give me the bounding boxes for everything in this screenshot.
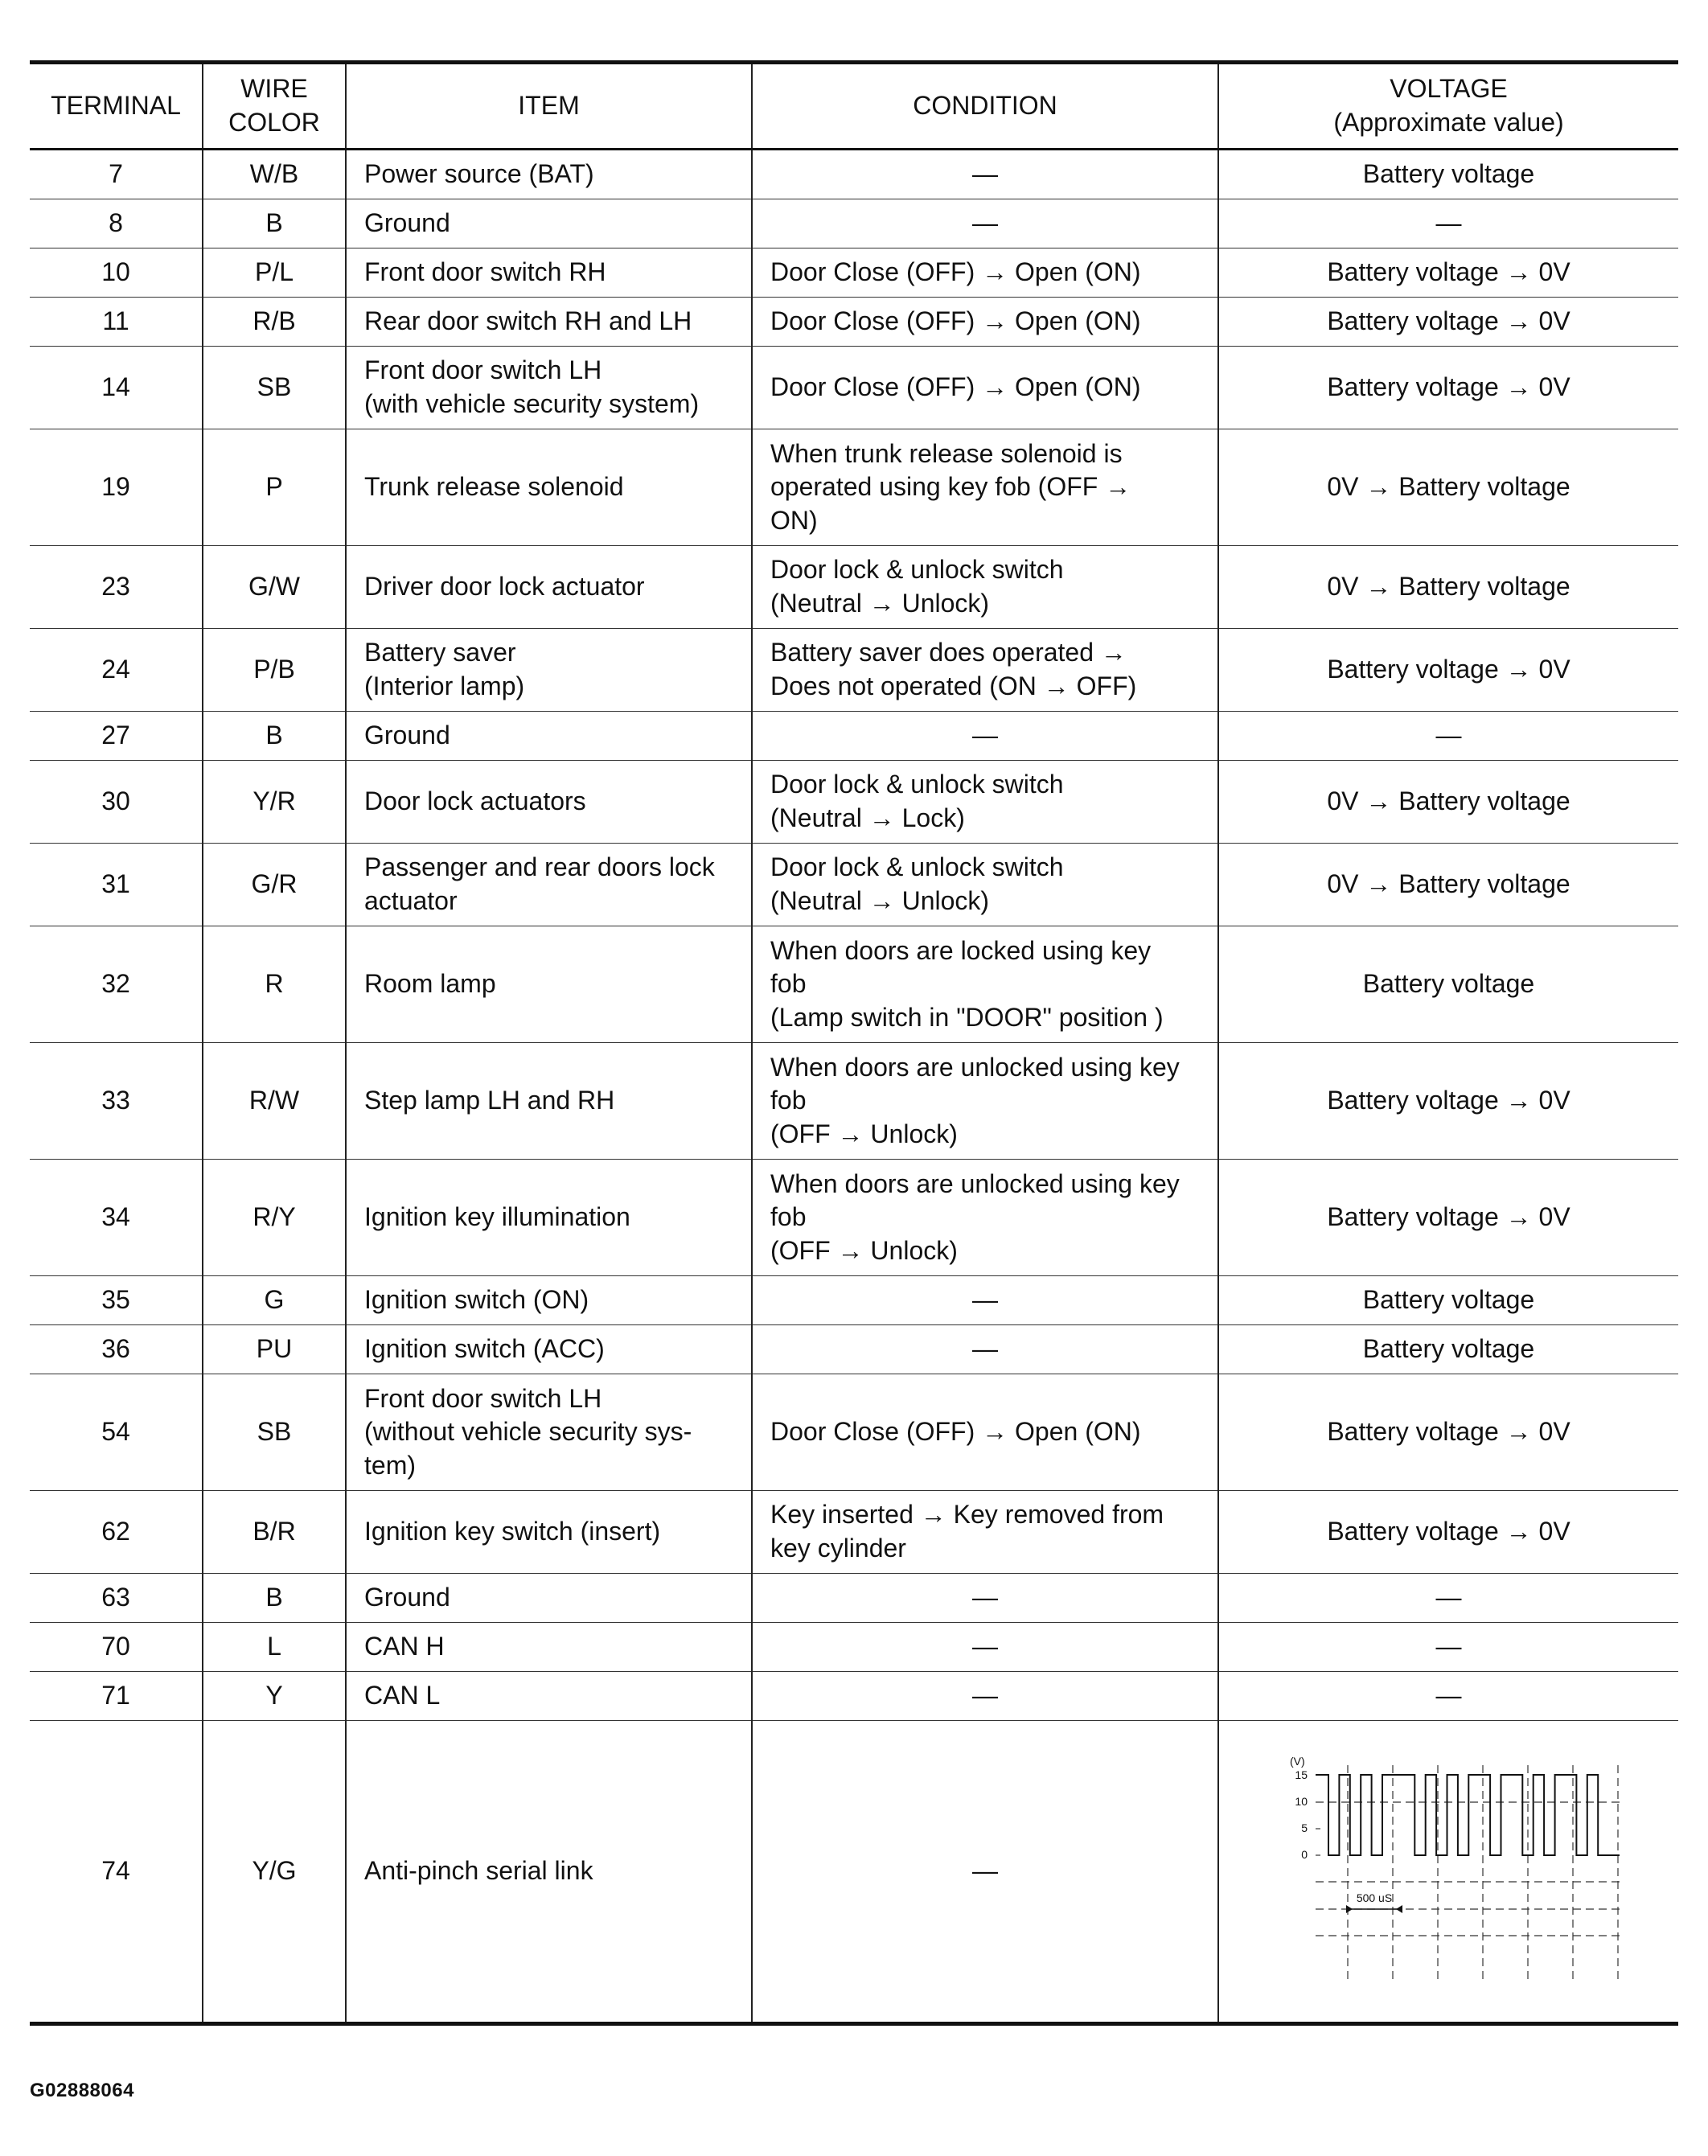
cell-wire-color: Y/G <box>203 1721 346 2024</box>
cell-item: CAN L <box>346 1672 752 1721</box>
cell-wire-color: SB <box>203 1374 346 1491</box>
cell-terminal: 23 <box>30 546 203 629</box>
cell-condition: Door lock & unlock switch (Neutral → Unlock) <box>752 844 1218 926</box>
cell-terminal: 10 <box>30 248 203 298</box>
cell-condition: When doors are unlocked using key fob (OFF → Unlock) <box>752 1160 1218 1276</box>
cell-voltage: — <box>1218 199 1678 248</box>
cell-voltage: — <box>1218 1623 1678 1672</box>
cell-wire-color: B <box>203 199 346 248</box>
cell-item: Power source (BAT) <box>346 150 752 199</box>
cell-wire-color: B <box>203 1574 346 1623</box>
cell-wire-color: Y/R <box>203 761 346 844</box>
waveform-y-tick-5: 5 <box>1300 1821 1308 1834</box>
cell-item: Ignition key switch (insert) <box>346 1491 752 1574</box>
cell-terminal: 8 <box>30 199 203 248</box>
cell-voltage: Battery voltage → 0V <box>1218 248 1678 298</box>
cell-voltage: 0V → Battery voltage <box>1218 761 1678 844</box>
cell-voltage: 0V → Battery voltage <box>1218 429 1678 546</box>
waveform-time-label: 500 uS <box>1356 1891 1392 1904</box>
cell-condition: Door Close (OFF) → Open (ON) <box>752 1374 1218 1491</box>
cell-voltage-waveform <box>1218 1721 1678 2024</box>
table-row <box>30 1160 1678 1276</box>
cell-wire-color: B <box>203 712 346 761</box>
cell-wire-color: PU <box>203 1325 346 1374</box>
cell-condition: When doors are unlocked using key fob (OFF → Unlock) <box>752 1043 1218 1160</box>
waveform-unit-label: (V) <box>1289 1755 1305 1768</box>
cell-item: Step lamp LH and RH <box>346 1043 752 1160</box>
cell-condition: Door Close (OFF) → Open (ON) <box>752 248 1218 298</box>
cell-voltage: Battery voltage → 0V <box>1218 1491 1678 1574</box>
table-row <box>30 844 1678 926</box>
cell-terminal: 74 <box>30 1721 203 2024</box>
table-row <box>30 248 1678 298</box>
cell-wire-color: SB <box>203 347 346 429</box>
cell-item: Door lock actuators <box>346 761 752 844</box>
cell-terminal: 36 <box>30 1325 203 1374</box>
waveform-y-tick-15: 15 <box>1294 1768 1308 1781</box>
cell-wire-color: L <box>203 1623 346 1672</box>
cell-condition: — <box>752 1325 1218 1374</box>
cell-item: Ground <box>346 1574 752 1623</box>
cell-terminal: 35 <box>30 1276 203 1325</box>
table-row <box>30 712 1678 761</box>
table-row <box>30 199 1678 248</box>
cell-condition: — <box>752 199 1218 248</box>
cell-wire-color: P <box>203 429 346 546</box>
waveform-y-tick-0: 0 <box>1300 1848 1308 1861</box>
cell-item: Ignition switch (ON) <box>346 1276 752 1325</box>
cell-terminal: 24 <box>30 629 203 712</box>
table-row <box>30 761 1678 844</box>
cell-terminal: 70 <box>30 1623 203 1672</box>
cell-wire-color: P/B <box>203 629 346 712</box>
cell-wire-color: R/W <box>203 1043 346 1160</box>
table-row <box>30 150 1678 199</box>
cell-condition: — <box>752 1623 1218 1672</box>
cell-terminal: 54 <box>30 1374 203 1491</box>
waveform-plot <box>1272 1751 1626 1992</box>
table-row <box>30 347 1678 429</box>
cell-wire-color: B/R <box>203 1491 346 1574</box>
cell-wire-color: G <box>203 1276 346 1325</box>
cell-voltage: 0V → Battery voltage <box>1218 546 1678 629</box>
cell-condition: Battery saver does operated → Does not operated (ON → OFF) <box>752 629 1218 712</box>
cell-item: Trunk release solenoid <box>346 429 752 546</box>
cell-item: Ground <box>346 199 752 248</box>
cell-condition: When trunk release solenoid is operated using key fob (OFF → ON) <box>752 429 1218 546</box>
cell-voltage: Battery voltage → 0V <box>1218 347 1678 429</box>
cell-wire-color: R/Y <box>203 1160 346 1276</box>
cell-item: Room lamp <box>346 926 752 1043</box>
cell-wire-color: P/L <box>203 248 346 298</box>
cell-item: Front door switch LH (without vehicle security sys- tem) <box>346 1374 752 1491</box>
table-row <box>30 1672 1678 1721</box>
cell-condition: When doors are locked using key fob (Lamp switch in "DOOR" position ) <box>752 926 1218 1043</box>
cell-condition: — <box>752 1276 1218 1325</box>
table-row <box>30 298 1678 347</box>
cell-voltage: Battery voltage <box>1218 150 1678 199</box>
cell-voltage: — <box>1218 712 1678 761</box>
cell-voltage: — <box>1218 1672 1678 1721</box>
waveform-trace <box>1316 1775 1620 1855</box>
cell-item: Ignition switch (ACC) <box>346 1325 752 1374</box>
table-row <box>30 546 1678 629</box>
table-row <box>30 926 1678 1043</box>
table-row <box>30 629 1678 712</box>
cell-terminal: 31 <box>30 844 203 926</box>
cell-item: Anti-pinch serial link <box>346 1721 752 2024</box>
cell-terminal: 30 <box>30 761 203 844</box>
cell-voltage: Battery voltage → 0V <box>1218 1160 1678 1276</box>
table-row <box>30 1574 1678 1623</box>
cell-voltage: — <box>1218 1574 1678 1623</box>
cell-wire-color: Y <box>203 1672 346 1721</box>
cell-item: Battery saver (Interior lamp) <box>346 629 752 712</box>
cell-voltage: 0V → Battery voltage <box>1218 844 1678 926</box>
cell-wire-color: G/R <box>203 844 346 926</box>
cell-condition: — <box>752 1672 1218 1721</box>
table-row <box>30 1325 1678 1374</box>
cell-condition: Key inserted → Key removed from key cylinder <box>752 1491 1218 1574</box>
cell-voltage: Battery voltage <box>1218 1325 1678 1374</box>
cell-item: CAN H <box>346 1623 752 1672</box>
cell-terminal: 34 <box>30 1160 203 1276</box>
cell-terminal: 14 <box>30 347 203 429</box>
cell-voltage: Battery voltage <box>1218 926 1678 1043</box>
cell-condition: Door lock & unlock switch (Neutral → Unlock) <box>752 546 1218 629</box>
cell-terminal: 11 <box>30 298 203 347</box>
table-row <box>30 1491 1678 1574</box>
table-row <box>30 1374 1678 1491</box>
cell-terminal: 32 <box>30 926 203 1043</box>
cell-item: Ignition key illumination <box>346 1160 752 1276</box>
cell-wire-color: R <box>203 926 346 1043</box>
cell-terminal: 27 <box>30 712 203 761</box>
header-wire-color: WIRE COLOR <box>203 63 346 150</box>
cell-terminal: 33 <box>30 1043 203 1160</box>
cell-voltage: Battery voltage → 0V <box>1218 1043 1678 1160</box>
cell-condition: — <box>752 150 1218 199</box>
cell-wire-color: W/B <box>203 150 346 199</box>
cell-item: Front door switch RH <box>346 248 752 298</box>
header-item: ITEM <box>346 63 752 150</box>
figure-code: G02888064 <box>30 2080 134 2101</box>
cell-terminal: 7 <box>30 150 203 199</box>
cell-condition: Door lock & unlock switch (Neutral → Lock) <box>752 761 1218 844</box>
cell-condition: — <box>752 1574 1218 1623</box>
cell-item: Ground <box>346 712 752 761</box>
terminal-table-sheet <box>30 60 1678 2026</box>
cell-item: Driver door lock actuator <box>346 546 752 629</box>
waveform-time-marker <box>1346 1905 1402 1913</box>
cell-terminal: 62 <box>30 1491 203 1574</box>
table-header-row <box>30 63 1678 150</box>
cell-terminal: 63 <box>30 1574 203 1623</box>
header-terminal: TERMINAL <box>30 63 203 150</box>
table-row <box>30 1721 1678 2024</box>
cell-condition: — <box>752 712 1218 761</box>
header-condition: CONDITION <box>752 63 1218 150</box>
cell-terminal: 19 <box>30 429 203 546</box>
cell-condition: Door Close (OFF) → Open (ON) <box>752 298 1218 347</box>
header-voltage: VOLTAGE (Approximate value) <box>1218 63 1678 150</box>
cell-voltage: Battery voltage → 0V <box>1218 1374 1678 1491</box>
cell-item: Front door switch LH (with vehicle security system) <box>346 347 752 429</box>
cell-condition: — <box>752 1721 1218 2024</box>
cell-wire-color: R/B <box>203 298 346 347</box>
table-row <box>30 1276 1678 1325</box>
table-row <box>30 429 1678 546</box>
waveform-y-tick-10: 10 <box>1294 1795 1308 1808</box>
cell-terminal: 71 <box>30 1672 203 1721</box>
cell-item: Passenger and rear doors lock actuator <box>346 844 752 926</box>
cell-condition: Door Close (OFF) → Open (ON) <box>752 347 1218 429</box>
cell-voltage: Battery voltage → 0V <box>1218 298 1678 347</box>
cell-voltage: Battery voltage <box>1218 1276 1678 1325</box>
table-row <box>30 1043 1678 1160</box>
cell-wire-color: G/W <box>203 546 346 629</box>
terminal-voltage-table <box>30 60 1678 2026</box>
cell-item: Rear door switch RH and LH <box>346 298 752 347</box>
cell-voltage: Battery voltage → 0V <box>1218 629 1678 712</box>
table-row <box>30 1623 1678 1672</box>
